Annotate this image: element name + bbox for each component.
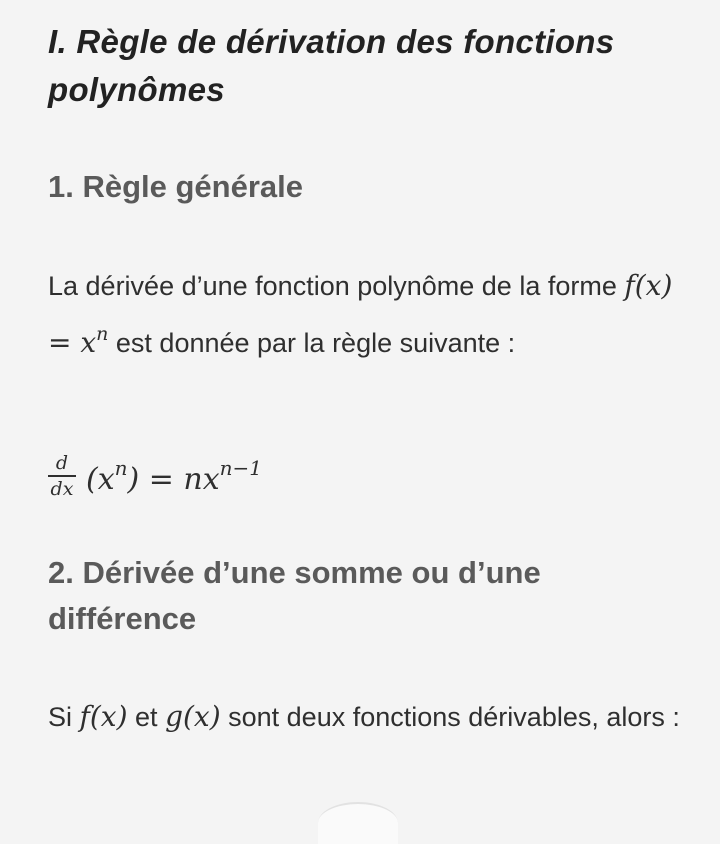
intro-text-end: est donnée par la règle suivante : (108, 328, 516, 358)
rule-expression (86, 456, 262, 497)
section-title: I. Règle de dérivation des fonctions polynômes (48, 23, 615, 108)
rule-base: (x (86, 461, 115, 497)
fraction-denominator: dx (50, 477, 74, 500)
fraction-bar (48, 475, 76, 477)
rule-rhs: ) = nx (127, 461, 220, 497)
sum-paragraph (48, 693, 688, 741)
subsection-title-sum-difference: 2. Dérivée d’une somme ou d’une différence (48, 555, 541, 636)
derivative-rule-equation (48, 448, 262, 504)
subsection-title-general-rule: 1. Règle générale (48, 169, 304, 204)
derivative-operator (48, 453, 76, 499)
g-symbol: g(x) (165, 700, 221, 733)
intro-text-start: La dérivée d’une fonction polynôme de la forme (48, 271, 625, 301)
sum-text-2: et (127, 702, 166, 732)
rule-base-exponent: n (114, 455, 128, 480)
scroll-button-edge[interactable] (318, 802, 398, 844)
sum-text-3: sont deux fonctions dérivables, alors : (220, 702, 680, 732)
sum-text-1: Si (48, 702, 80, 732)
intro-paragraph (48, 262, 688, 367)
f-symbol: f(x) (79, 700, 128, 733)
rule-rhs-exponent: n−1 (219, 455, 263, 480)
formula-exponent: n (96, 323, 109, 345)
formula-lhs: f(x) = x (48, 269, 673, 359)
fraction-numerator: d (55, 452, 69, 475)
